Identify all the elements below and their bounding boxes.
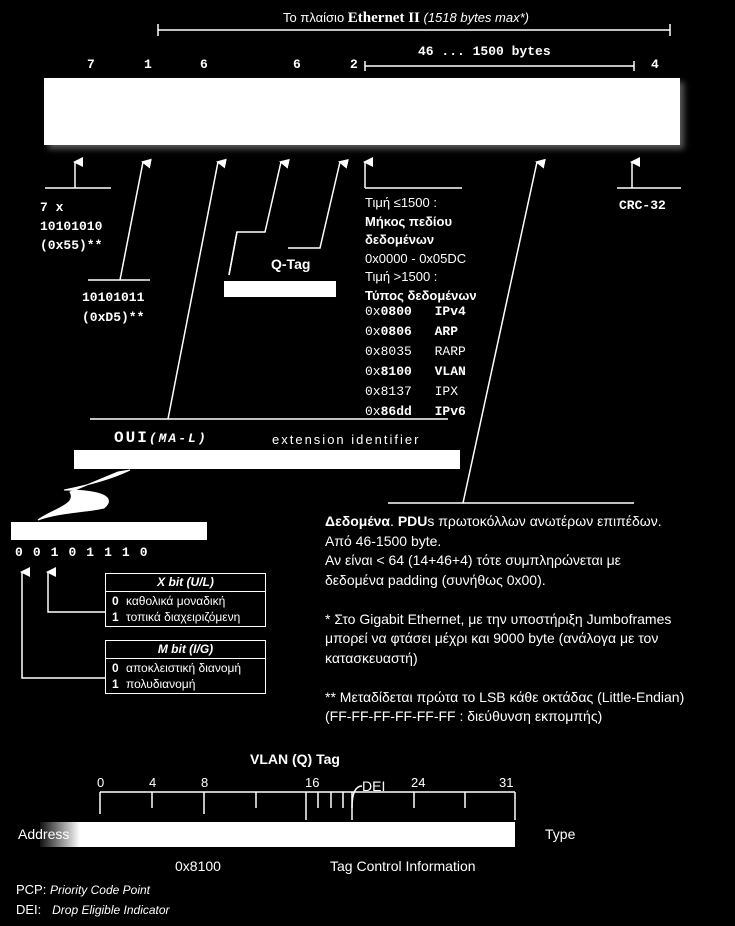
- ethertype-row: [365, 302, 466, 322]
- preamble-label: [40, 198, 102, 255]
- ethertype-line: δεδομένων: [365, 232, 435, 247]
- tci-label: Tag Control Information: [330, 858, 476, 874]
- xbit-row-value: 0: [112, 594, 119, 608]
- notes-pdu-text: s πρωτοκόλλων ανωτέρων επιπέδων.: [427, 513, 662, 529]
- ethertype-table: [365, 302, 466, 422]
- mbit-title: [106, 641, 265, 659]
- mbit-row-value: 0: [112, 661, 119, 675]
- vlan-tick-0: 0: [97, 775, 105, 790]
- size-sfd: 1: [144, 57, 152, 72]
- legend-full: Priority Code Point: [49, 883, 151, 897]
- ethertype-code: 8100: [380, 364, 412, 379]
- ethertype-prefix: 0x: [365, 384, 381, 399]
- xbit-title-i: (U/L): [186, 575, 214, 589]
- frame-bar: [44, 78, 680, 145]
- xbit-row-text: καθολικά μοναδική: [126, 594, 226, 608]
- zoom-shape: [38, 470, 130, 520]
- size-dest: 6: [200, 57, 208, 72]
- bit-value: 1: [86, 545, 105, 560]
- ethertype-code: 86dd: [380, 404, 412, 419]
- notes-line: μπορεί να φτάσει μέχρι και 9000 byte (ανάλογα με τον: [325, 630, 659, 646]
- ethertype-name: IPv6: [434, 404, 466, 419]
- dei-label: DEI: [362, 778, 386, 794]
- xbit-row-text: τοπικά διαχειριζόμενη: [126, 610, 241, 624]
- size-data: 46 ... 1500 bytes: [418, 44, 551, 59]
- mal-label: (MA-L): [148, 431, 208, 446]
- sfd-line1: 10101011: [82, 290, 145, 305]
- legend-dei: [16, 900, 170, 920]
- byte-bar: [11, 522, 207, 540]
- ethertype-prefix: 0x: [365, 364, 381, 379]
- ext-identifier-label: extension identifier: [272, 432, 421, 447]
- mbit-box: [105, 640, 266, 694]
- bit-value: 0: [68, 545, 87, 560]
- mac-bar: [74, 450, 460, 469]
- notes-line: * Στο Gigabit Ethernet, με την υποστήριξη Jumboframes: [325, 610, 672, 627]
- xbit-title: [106, 574, 265, 592]
- xbit-row-value: 1: [112, 610, 119, 624]
- oui-heading: [114, 429, 208, 447]
- preamble-line1: 7 x: [40, 200, 64, 215]
- notes-pdu-word: PDU: [397, 513, 428, 529]
- sfd-line2: (0xD5)**: [82, 310, 145, 325]
- ethertype-line: Τιμή ≤1500 :: [365, 195, 437, 210]
- mbit-row: [112, 660, 265, 676]
- bit-value: 1: [121, 545, 140, 560]
- mbit-title-i: (I/G): [189, 642, 214, 656]
- legend-abbr: DEI:: [16, 902, 42, 917]
- size-preamble: 7: [87, 57, 95, 72]
- ethertype-line: 0x0000 - 0x05DC: [365, 250, 467, 266]
- ethertype-name: IPv4: [434, 304, 466, 319]
- crc-label: CRC-32: [619, 198, 666, 213]
- ethertype-name: IPX: [434, 384, 459, 399]
- title-suffix: (1518 bytes max*): [419, 10, 529, 25]
- notes-line: Από 46-1500 byte.: [325, 532, 442, 549]
- mbit-row: [112, 676, 265, 692]
- bit-value: 0: [139, 545, 158, 560]
- xbit-box: [105, 573, 266, 627]
- mbit-row-value: 1: [112, 677, 119, 691]
- bit-value: 1: [104, 545, 122, 560]
- tpid-value: 0x8100: [175, 858, 221, 874]
- xbit-title-b: X bit: [157, 575, 187, 589]
- ethertype-code: 8137: [380, 384, 412, 399]
- ethertype-prefix: 0x: [365, 344, 381, 359]
- notes-line: κατασκευαστή): [325, 649, 418, 666]
- ethertype-prefix: 0x: [365, 404, 381, 419]
- legend-abbr: PCP:: [16, 882, 47, 897]
- preamble-line2: 10101010: [40, 219, 103, 234]
- vlan-bar: [40, 822, 515, 847]
- ethertype-line: Μήκος πεδίου: [365, 213, 453, 229]
- notes-dot: .: [390, 513, 398, 529]
- vlan-tick-31: 31: [499, 775, 514, 790]
- ethertype-line: Τιμή >1500 :: [365, 269, 438, 284]
- xbit-row: [112, 609, 265, 625]
- legend-full: Drop Eligible Indicator: [52, 903, 170, 917]
- bit-value: 0: [15, 545, 33, 560]
- ethertype-code: 8035: [380, 344, 412, 359]
- qtag-bar: [224, 281, 336, 297]
- sfd-label: [82, 288, 144, 328]
- ethertype-prefix: 0x: [365, 324, 381, 339]
- oui-label: OUI: [114, 429, 149, 447]
- xbit-row: [112, 593, 265, 609]
- size-crc: 4: [651, 57, 659, 72]
- vlan-tick-24: 24: [411, 775, 426, 790]
- ethertype-row: [365, 382, 466, 402]
- ethertype-code: 0800: [380, 304, 412, 319]
- vlan-tick-8: 8: [201, 775, 209, 790]
- notes-data-word: Δεδομένα: [325, 513, 391, 529]
- ethertype-name: ARP: [434, 324, 459, 339]
- mbit-row-text: αποκλειστική διανομή: [126, 661, 242, 675]
- notes-line: [325, 668, 684, 688]
- size-ethertype: 2: [350, 57, 358, 72]
- notes-block: [325, 512, 684, 727]
- ethertype-name: VLAN: [434, 364, 466, 379]
- ethertype-row: [365, 342, 466, 362]
- notes-line: [325, 590, 684, 610]
- vlan-title: VLAN (Q) Tag: [250, 751, 340, 767]
- vlan-tick-16: 16: [305, 775, 320, 790]
- ethertype-desc: [365, 194, 477, 305]
- notes-line: Αν είναι < 64 (14+46+4) τότε συμπληρώνεται με: [325, 552, 621, 568]
- title-main: Ethernet II: [347, 10, 420, 26]
- size-src: 6: [293, 57, 301, 72]
- title-prefix: Το πλαίσιο: [283, 10, 348, 25]
- qtag-label: Q-Tag: [271, 256, 311, 272]
- ethertype-prefix: 0x: [365, 304, 381, 319]
- bit-row: [15, 545, 158, 560]
- mbit-title-b: M bit: [157, 642, 190, 656]
- notes-heading: [325, 512, 684, 532]
- type-label: Type: [545, 826, 576, 842]
- notes-line: (FF-FF-FF-FF-FF-FF : διεύθυνση εκπομπής): [325, 708, 603, 724]
- notes-line: δεδομένα padding (συνήθως 0x00).: [325, 571, 546, 588]
- ethertype-code: 0806: [380, 324, 412, 339]
- mbit-row-text: πολυδιανομή: [126, 677, 196, 691]
- legend: [16, 880, 170, 920]
- ethertype-row: [365, 362, 466, 382]
- bit-value: 1: [50, 545, 69, 560]
- ethertype-row: [365, 402, 466, 422]
- legend-pcp: [16, 880, 170, 900]
- bit-value: 0: [32, 545, 51, 560]
- ethertype-row: [365, 322, 466, 342]
- ethertype-name: RARP: [434, 344, 466, 359]
- ethertype-line: Τύπος δεδομένων: [365, 287, 477, 303]
- preamble-line3: (0x55)**: [40, 238, 103, 253]
- vlan-tick-4: 4: [149, 775, 157, 790]
- notes-line: ** Μεταδίδεται πρώτα το LSB κάθε οκτάδας (Little-Endian): [325, 688, 685, 705]
- address-label: Address: [18, 826, 70, 842]
